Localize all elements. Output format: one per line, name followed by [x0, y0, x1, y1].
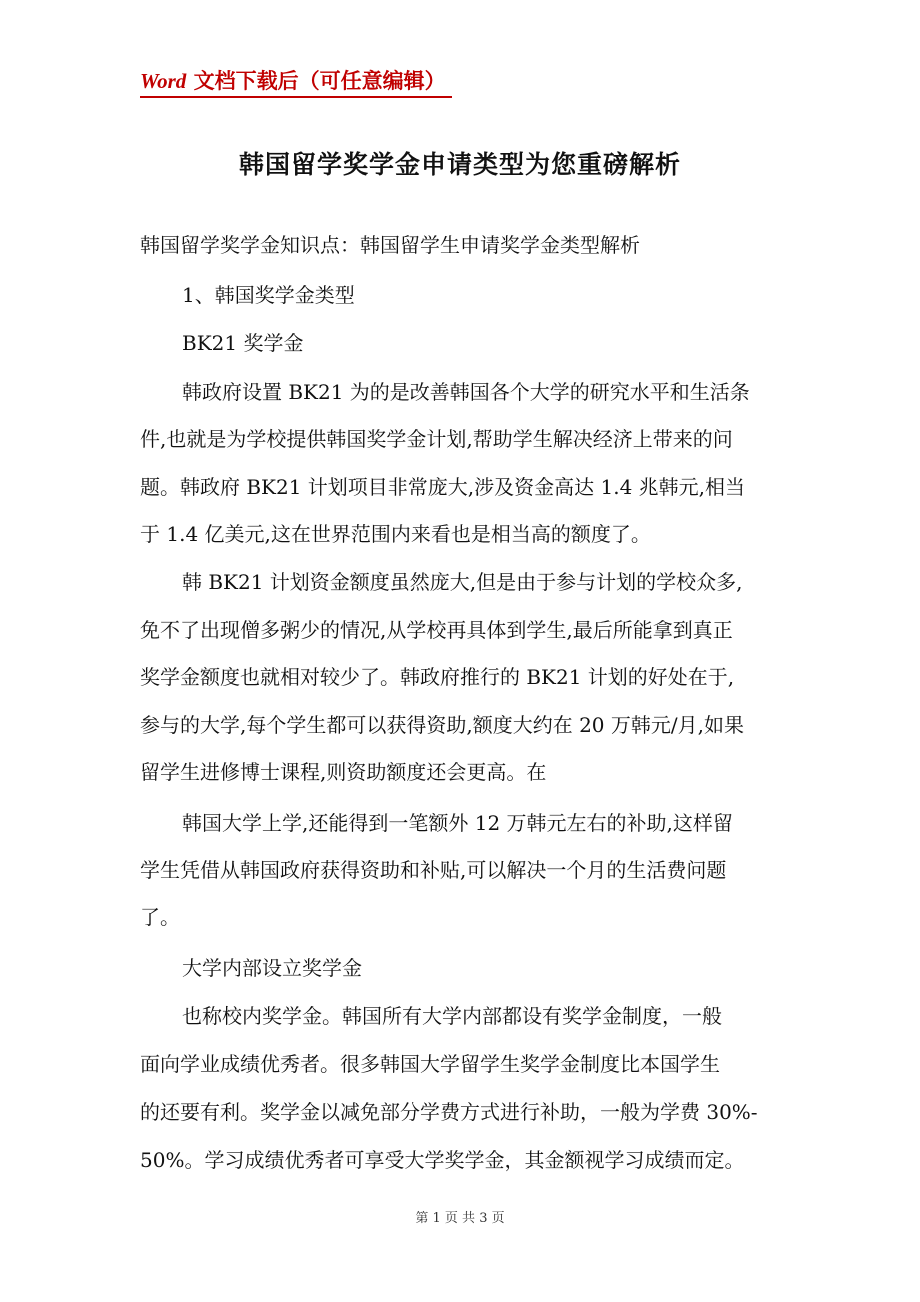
paragraph-line: 件,也就是为学校提供韩国奖学金计划,帮助学生解决经济上带来的问	[140, 427, 733, 451]
paragraph-line: 留学生进修博士课程,则资助额度还会更高。在	[140, 760, 547, 784]
header-word: Word	[140, 69, 187, 93]
page-number: 第 1 页 共 3 页	[415, 1211, 505, 1226]
document-title: 韩国留学奖学金申请类型为您重磅解析	[238, 150, 681, 179]
subsection-heading: 大学内部设立奖学金	[182, 956, 362, 980]
header-text: 文档下载后（可任意编辑）	[186, 68, 446, 93]
paragraph-line: 面向学业成绩优秀者。很多韩国大学留学生奖学金制度比本国学生	[140, 1052, 720, 1076]
paragraph-line: 韩政府设置 BK21 为的是改善韩国各个大学的研究水平和生活条	[182, 380, 750, 404]
paragraph-line: 题。韩政府 BK21 计划项目非常庞大,涉及资金高达 1.4 兆韩元,相当	[140, 475, 746, 499]
document-header	[140, 66, 452, 98]
paragraph-line: 韩 BK21 计划资金额度虽然庞大,但是由于参与计划的学校众多,	[182, 570, 743, 594]
paragraph-line: 免不了出现僧多粥少的情况,从学校再具体到学生,最后所能拿到真正	[140, 618, 733, 642]
paragraph-line: 奖学金额度也就相对较少了。韩政府推行的 BK21 计划的好处在于,	[140, 665, 735, 689]
subsection-heading: BK21 奖学金	[182, 331, 304, 355]
paragraph-line: 于 1.4 亿美元,这在世界范围内来看也是相当高的额度了。	[140, 522, 651, 546]
paragraph-line: 了。	[140, 905, 180, 929]
paragraph-line: 的还要有利。奖学金以减免部分学费方式进行补助，一般为学费 30%-	[140, 1100, 758, 1124]
paragraph-line: 也称校内奖学金。韩国所有大学内部都设有奖学金制度，一般	[182, 1004, 722, 1028]
paragraph-line: 学生凭借从韩国政府获得资助和补贴,可以解决一个月的生活费问题	[140, 858, 727, 882]
paragraph-line: 参与的大学,每个学生都可以获得资助,额度大约在 20 万韩元/月,如果	[140, 713, 744, 737]
section-heading: 1、韩国奖学金类型	[182, 283, 355, 307]
paragraph-line: 韩国大学上学,还能得到一笔额外 12 万韩元左右的补助,这样留	[182, 811, 733, 835]
paragraph-line: 韩国留学奖学金知识点：韩国留学生申请奖学金类型解析	[140, 233, 640, 257]
paragraph-line: 50%。学习成绩优秀者可享受大学奖学金，其金额视学习成绩而定。	[140, 1148, 745, 1172]
